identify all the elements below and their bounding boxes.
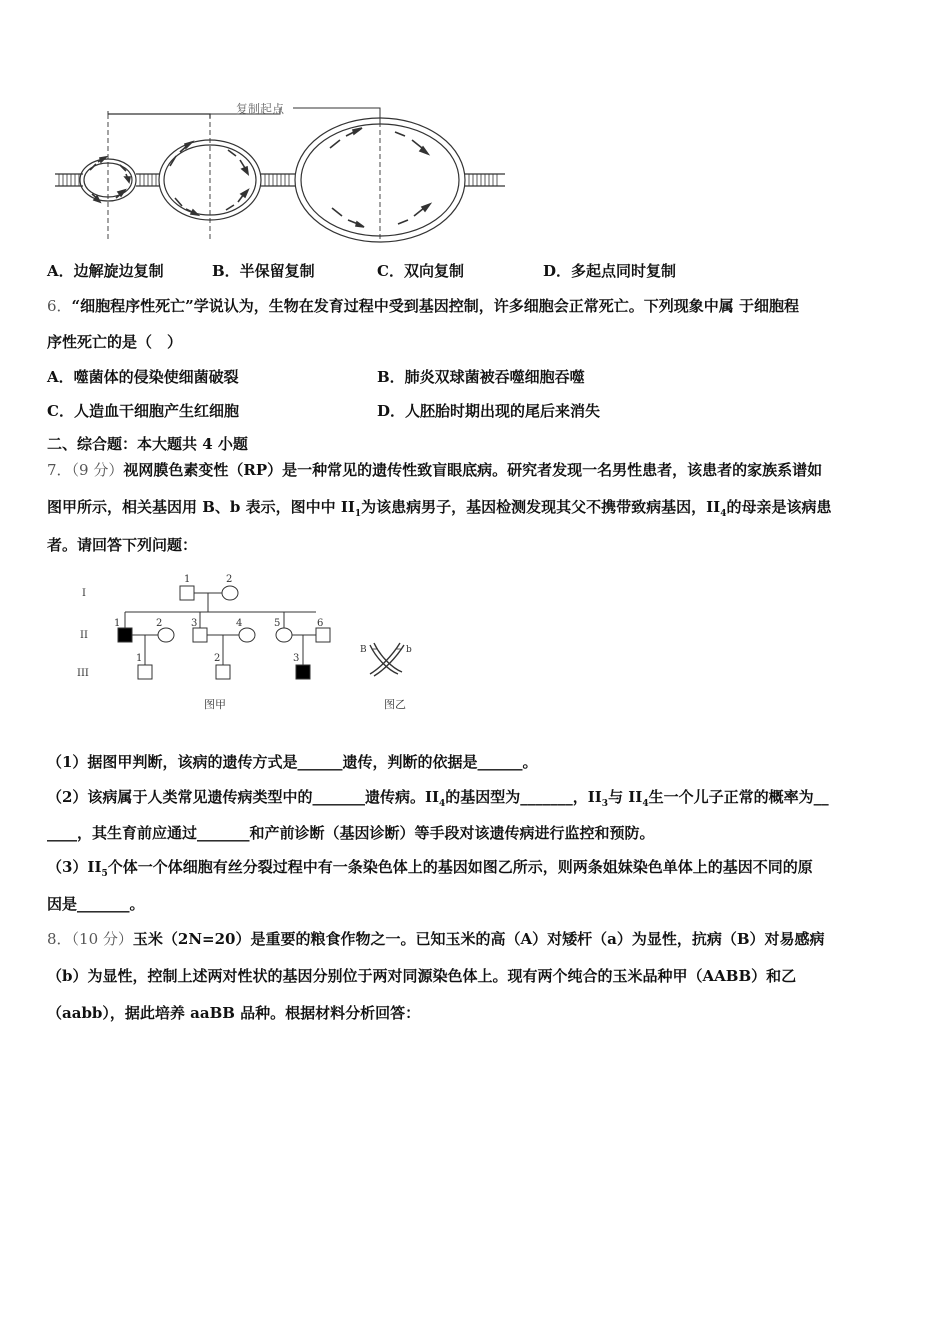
q7-sub-2: 4 (720, 509, 727, 519)
q7-line2-part-c: 的母亲是该病患 (726, 498, 832, 516)
num-III-2: 2 (214, 653, 221, 664)
q5-option-d: D．多起点同时复制 (543, 262, 677, 280)
allele-b: b (406, 645, 412, 655)
num-I-2: 2 (226, 574, 233, 585)
question-7-line1 (47, 460, 822, 480)
ped-I-1 (180, 586, 194, 600)
ped-II-2 (158, 628, 174, 642)
ped-II-4 (239, 628, 255, 642)
ped-I-2 (222, 586, 238, 600)
section-2-heading: 二、综合题：本大题共 4 小题 (47, 435, 248, 453)
q5-option-a: A．边解旋边复制 (47, 262, 164, 280)
q7-part-2-line2: ____，其生育前应通过_______和产前诊断（基因诊断）等手段对该遗传病进行监控和预防。 (47, 824, 655, 842)
question-6-line1 (47, 296, 799, 316)
q7-p2-sub2: 3 (601, 799, 609, 809)
q7-part-1: （1）据图甲判断，该病的遗传方式是______遗传，判断的依据是______。 (47, 753, 538, 771)
question-8-line3: （aabb），据此培养 aaBB 品种。根据材料分析回答： (47, 1004, 421, 1022)
gen-label-III: III (77, 668, 89, 679)
ped-III-3 (296, 665, 310, 679)
q7-part-3-line1 (47, 857, 813, 884)
q5-option-b: B．半保留复制 (212, 262, 315, 280)
q7-p2-sub3: 4 (642, 799, 649, 809)
num-II-2: 2 (156, 618, 163, 629)
pedigree-figure (70, 570, 430, 720)
gen-label-I: I (82, 588, 86, 599)
question-7-line2 (47, 497, 831, 524)
question-7-line3: 者。请回答下列问题： (47, 536, 198, 554)
q6-option-d: D．人胚胎时期出现的尾后来消失 (377, 402, 601, 420)
ped-II-1 (118, 628, 132, 642)
replication-origin-label: 复制起点 (236, 102, 285, 116)
q6-option-a: A．噬菌体的侵染使细菌破裂 (47, 368, 239, 386)
question-7-number: 7． (47, 461, 72, 479)
q6-option-c: C．人造血干细胞产生红细胞 (47, 402, 239, 420)
ped-II-6 (316, 628, 330, 642)
num-II-1: 1 (114, 618, 121, 629)
num-II-6: 6 (317, 618, 324, 629)
replication-figure (50, 90, 520, 250)
ped-II-5 (276, 628, 292, 642)
q7-p2-sub1: 4 (438, 799, 446, 809)
num-II-5: 5 (274, 618, 281, 629)
question-6-number: 6． (47, 297, 72, 315)
q7-part-2-line1 (47, 787, 829, 814)
q7-p2-b: 的基因型为_______，II (445, 788, 602, 806)
question-6-stem: “细胞程序性死亡”学说认为，生物在发育过程中受到基因控制，许多细胞会正常死亡。下列现象中属 于细胞程 (71, 297, 800, 315)
num-III-3: 3 (293, 653, 300, 664)
question-8-line1 (47, 929, 825, 949)
question-6-line2: 序性死亡的是（ ） (47, 333, 183, 351)
ped-II-3 (193, 628, 207, 642)
q7-line2-part-b: 为该患病男子，基因检测发现其父不携带致病基因，II (361, 498, 721, 516)
num-II-4: 4 (236, 618, 243, 629)
question-8-stem: 玉米（2N=20）是重要的粮食作物之一。已知玉米的高（A）对矮杆（a）为显性，抗病（B）对易感病 (132, 930, 825, 948)
caption-figure-b: 图乙 (384, 698, 406, 711)
q7-p2-a: （2）该病属于人类常见遗传病类型中的_______遗传病。II (47, 788, 439, 806)
question-8-number: 8． (47, 930, 72, 948)
q5-option-c: C．双向复制 (377, 262, 464, 280)
num-I-1: 1 (184, 574, 191, 585)
allele-B: B (360, 645, 367, 655)
q7-line2-part-a: 图甲所示，相关基因用 B、b 表示，图中中 II (47, 498, 355, 516)
ped-III-1 (138, 665, 152, 679)
q7-p2-d: 生一个儿子正常的概率为__ (648, 788, 829, 806)
question-7-score: （9 分） (71, 461, 124, 479)
question-8-score: （10 分） (71, 930, 133, 948)
ped-III-2 (216, 665, 230, 679)
q7-part-3-line2: 因是_______。 (47, 895, 145, 913)
q7-sub-1: 1 (354, 509, 362, 519)
question-8-line2: （b）为显性，控制上述两对性状的基因分别位于两对同源染色体上。现有两个纯合的玉米品种甲（AABB）和乙 (47, 967, 797, 985)
q7-p2-c: 与 II (608, 788, 643, 806)
q7-p3-a: （3）II (47, 858, 102, 876)
gen-label-II: II (80, 630, 88, 641)
q6-option-b: B．肺炎双球菌被吞噬细胞吞噬 (377, 368, 585, 386)
num-II-3: 3 (191, 618, 198, 629)
question-7-stem: 视网膜色素变性（RP）是一种常见的遗传性致盲眼底病。研究者发现一名男性患者，该患者的家族系谱如 (123, 461, 823, 479)
num-III-1: 1 (136, 653, 143, 664)
q7-p3-b: 个体一个体细胞有丝分裂过程中有一条染色体上的基因如图乙所示，则两条姐妹染色单体上的基因不同的原 (107, 858, 813, 876)
q7-p3-sub: 5 (101, 869, 108, 879)
caption-figure-a: 图甲 (204, 698, 226, 711)
